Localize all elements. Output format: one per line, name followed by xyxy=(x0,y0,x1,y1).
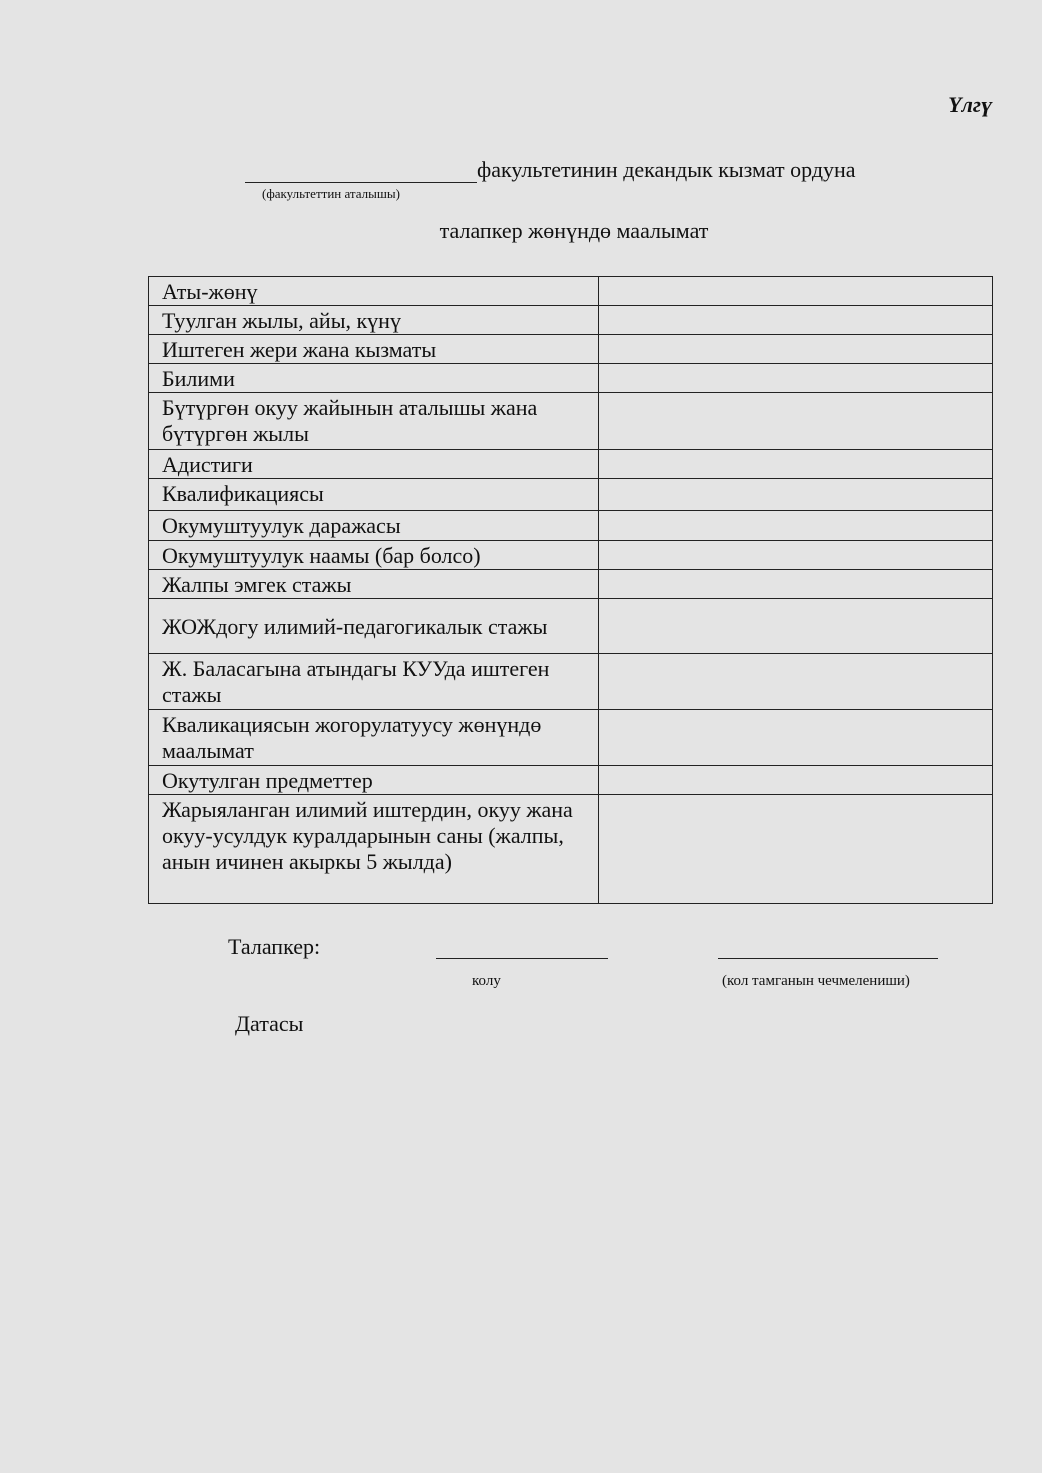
row-value[interactable] xyxy=(598,364,992,393)
table-row xyxy=(149,599,993,654)
row-value[interactable] xyxy=(598,511,992,541)
row-label: Ж. Баласагына атындагы КУУда иштеген стажы xyxy=(149,654,599,710)
row-value[interactable] xyxy=(598,541,992,570)
signature-name-caption: (кол тамганын чечмелениши) xyxy=(722,973,910,989)
row-value[interactable] xyxy=(598,306,992,335)
row-label: Окумуштуулук даражасы xyxy=(149,511,599,541)
row-value[interactable] xyxy=(598,393,992,450)
row-label: Квалификациясы xyxy=(149,479,599,511)
table-row xyxy=(149,570,993,599)
row-label: Жарыяланган илимий иштердин, окуу жана окуу-усулдук куралдарынын саны (жалпы, анын ичинен акыркы 5 жылда) xyxy=(149,795,599,904)
row-value[interactable] xyxy=(598,479,992,511)
faculty-heading xyxy=(245,156,945,183)
row-value[interactable] xyxy=(598,654,992,710)
row-value[interactable] xyxy=(598,570,992,599)
table-row xyxy=(149,766,993,795)
row-value[interactable] xyxy=(598,766,992,795)
row-value[interactable] xyxy=(598,277,992,306)
table-row xyxy=(149,393,993,450)
document-title: талапкер жөнүндө маалымат xyxy=(439,218,709,243)
row-label: Аты-жөнү xyxy=(149,277,599,306)
date-label: Датасы xyxy=(235,1011,304,1036)
row-label: Окумуштуулук наамы (бар болсо) xyxy=(149,541,599,570)
table-row xyxy=(149,450,993,479)
table-row xyxy=(149,277,993,306)
signature-line[interactable] xyxy=(436,958,608,959)
row-value[interactable] xyxy=(598,335,992,364)
signature-caption: колу xyxy=(472,973,501,989)
row-value[interactable] xyxy=(598,795,992,904)
faculty-heading-text: факультетинин декандык кызмат ордуна xyxy=(477,157,856,182)
row-label: Окутулган предметтер xyxy=(149,766,599,795)
table-row xyxy=(149,364,993,393)
row-label: Бүтүргөн окуу жайынын аталышы жана бүтүргөн жылы xyxy=(149,393,599,450)
table-row xyxy=(149,511,993,541)
candidate-signature-label: Талапкер: xyxy=(228,934,321,959)
sample-label: Үлгү xyxy=(948,92,992,117)
row-value[interactable] xyxy=(598,450,992,479)
faculty-name-blank[interactable] xyxy=(245,156,477,183)
row-label: Адистиги xyxy=(149,450,599,479)
table-row xyxy=(149,479,993,511)
table-row xyxy=(149,541,993,570)
table-row xyxy=(149,654,993,710)
signature-name-line[interactable] xyxy=(718,958,938,959)
faculty-caption: (факультеттин аталышы) xyxy=(262,186,400,201)
row-value[interactable] xyxy=(598,710,992,766)
row-label: ЖОЖдогу илимий-педагогикалык стажы xyxy=(149,599,599,654)
table-row xyxy=(149,335,993,364)
table-row xyxy=(149,306,993,335)
row-label: Жалпы эмгек стажы xyxy=(149,570,599,599)
row-value[interactable] xyxy=(598,599,992,654)
table-row xyxy=(149,795,993,904)
table-row xyxy=(149,710,993,766)
row-label: Билими xyxy=(149,364,599,393)
row-label: Кваликациясын жогорулатуусу жөнүндө маалымат xyxy=(149,710,599,766)
row-label: Туулган жылы, айы, күнү xyxy=(149,306,599,335)
candidate-info-table xyxy=(148,276,993,904)
row-label: Иштеген жери жана кызматы xyxy=(149,335,599,364)
